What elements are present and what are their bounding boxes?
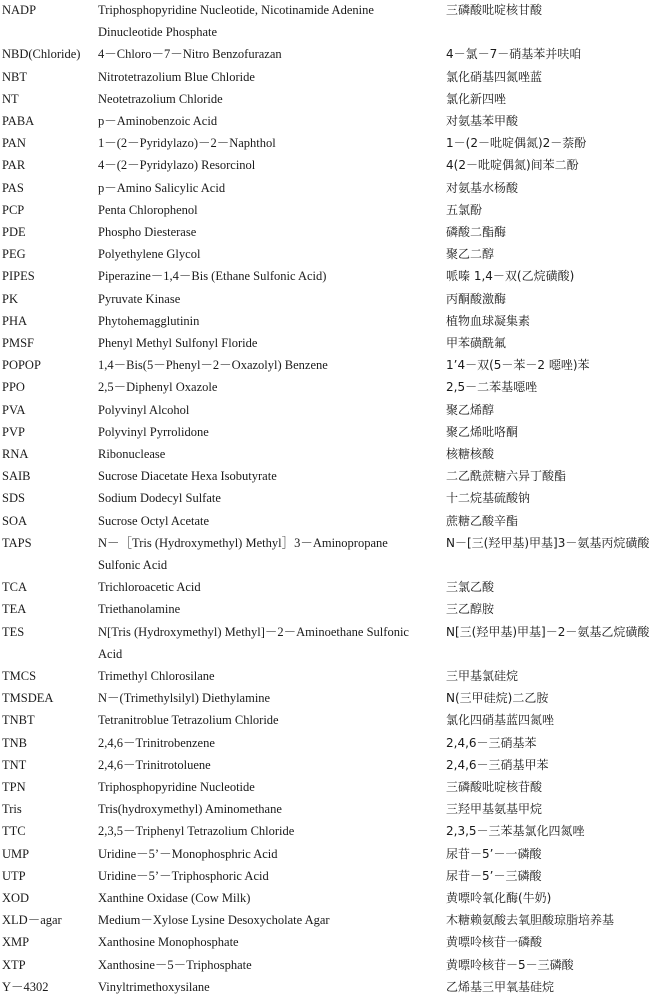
chinese-term: 三乙醇胺 [446, 602, 495, 617]
glossary-row [0, 865, 662, 887]
english-term: Trichloroacetic Acid [98, 580, 201, 595]
chinese-term: 植物血球凝集素 [446, 313, 531, 328]
chinese-term: 聚乙二醇 [446, 247, 495, 262]
chinese-term: N(三甲硅烷)二乙胺 [446, 691, 549, 706]
abbreviation: SDS [2, 491, 25, 506]
english-term: 2,4,6－Trinitrobenzene [98, 735, 215, 750]
glossary-row [0, 931, 662, 953]
english-term: Uridine－5’－Monophosphric Acid [98, 846, 278, 861]
abbreviation: TNT [2, 757, 27, 772]
abbreviation: PEG [2, 247, 26, 262]
glossary-row [0, 665, 662, 687]
abbreviation: XMP [2, 935, 30, 950]
abbreviation: TCA [2, 580, 27, 595]
english-term: Piperazine－1,4－Bis (Ethane Sulfonic Acid) [98, 269, 327, 284]
chinese-term: 丙酮酸激酶 [446, 291, 507, 306]
glossary-row [0, 288, 662, 310]
chinese-term: 十二烷基硫酸钠 [446, 491, 531, 506]
english-term: Sucrose Diacetate Hexa Isobutyrate [98, 469, 277, 484]
english-term: N－［Tris (Hydroxymethyl) Methyl］3－Aminopropane Sulfonic Acid [98, 535, 388, 572]
glossary-row [0, 332, 662, 354]
abbreviation: PVP [2, 424, 25, 439]
glossary-row [0, 243, 662, 265]
chinese-term: 1－(2－吡啶偶氮)2－萘酚 [446, 136, 587, 151]
chinese-term: 二乙酰蔗糖六异丁酸酯 [446, 469, 567, 484]
english-term: Xanthine Oxidase (Cow Milk) [98, 891, 251, 905]
english-term: Sodium Dodecyl Sulfate [98, 491, 221, 506]
chinese-term: 黄嘌呤核苷一磷酸 [446, 935, 543, 950]
english-term: 2,5－Diphenyl Oxazole [98, 380, 218, 395]
chinese-term: N－[三(羟甲基)甲基]3－氨基丙烷磺酸 [446, 535, 650, 550]
abbreviation: NBD(Chloride) [2, 47, 81, 62]
english-term: Tetranitroblue Tetrazolium Chloride [98, 713, 279, 728]
chinese-term: 黄嘌呤氧化酶(牛奶) [446, 891, 552, 905]
chinese-term: 木糖赖氨酸去氧胆酸琼脂培养基 [446, 913, 615, 928]
glossary-row [0, 177, 662, 199]
glossary-row [0, 399, 662, 421]
abbreviation: PCP [2, 202, 25, 217]
glossary-row [0, 976, 662, 998]
chinese-term: 2,5－二苯基噁唑 [446, 380, 538, 395]
abbreviation: NBT [2, 69, 27, 84]
english-term: Phospho Diesterase [98, 225, 197, 239]
english-term: Tris(hydroxymethyl) Aminomethane [98, 802, 282, 817]
glossary-row [0, 221, 662, 243]
glossary-row [0, 954, 662, 976]
glossary-row [0, 598, 662, 620]
english-term: Polyvinyl Alcohol [98, 402, 190, 417]
english-term: 2,3,5－Triphenyl Tetrazolium Chloride [98, 824, 295, 839]
abbreviation: PAN [2, 136, 26, 151]
chinese-term: 乙烯基三甲氧基硅烷 [446, 979, 555, 994]
glossary-row [0, 110, 662, 132]
glossary-row [0, 354, 662, 376]
english-term: Polyethylene Glycol [98, 247, 201, 262]
abbreviation: RNA [2, 447, 29, 461]
abbreviation: PPO [2, 380, 25, 395]
english-term: Polyvinyl Pyrrolidone [98, 424, 209, 439]
chinese-term: 对氨基水杨酸 [446, 180, 519, 195]
chinese-term: 氯化硝基四氮唑蓝 [446, 69, 543, 84]
glossary-row [0, 443, 662, 465]
chinese-term: 核糖核酸 [446, 447, 495, 461]
glossary-row [0, 576, 662, 598]
glossary-row [0, 732, 662, 754]
chinese-term: N[三(羟甲基)甲基]－2－氨基乙烷磺酸 [446, 624, 650, 639]
chinese-term: 聚乙烯醇 [446, 402, 495, 417]
english-term: Ribonuclease [98, 447, 166, 461]
abbreviation: TTC [2, 824, 26, 839]
glossary-row [0, 199, 662, 221]
glossary-row [0, 909, 662, 931]
abbreviation: NADP [2, 3, 37, 17]
abbreviation: UMP [2, 846, 30, 861]
english-term: Penta Chlorophenol [98, 202, 198, 217]
glossary-row [0, 843, 662, 865]
abbreviation: TNBT [2, 713, 35, 728]
english-term: Medium－Xylose Lysine Desoxycholate Agar [98, 913, 330, 928]
english-term: 4－(2－Pyridylazo) Resorcinol [98, 158, 256, 173]
chinese-term: 五氯酚 [446, 202, 483, 217]
english-term: Vinyltrimethoxysilane [98, 979, 210, 994]
glossary-row [0, 421, 662, 443]
chinese-term: 三氯乙酸 [446, 580, 495, 595]
abbreviation: TES [2, 624, 25, 639]
chinese-term: 对氨基苯甲酸 [446, 114, 519, 128]
abbreviation: XLD－agar [2, 913, 62, 928]
glossary-row [0, 310, 662, 332]
abbreviation: Tris [2, 802, 22, 817]
english-term: p－Aminobenzoic Acid [98, 114, 218, 128]
english-term: Phenyl Methyl Sulfonyl Floride [98, 336, 258, 350]
abbreviation: TAPS [2, 535, 32, 550]
abbreviation: SOA [2, 513, 28, 528]
abbreviation: PABA [2, 114, 35, 128]
english-term: Trimethyl Chlorosilane [98, 669, 215, 683]
glossary-row [0, 709, 662, 731]
glossary-row [0, 132, 662, 154]
glossary-row [0, 43, 662, 65]
abbreviation: TMSDEA [2, 691, 54, 706]
glossary-row [0, 88, 662, 110]
english-term: N[Tris (Hydroxymethyl) Methyl]－2－Aminoethane Sulfonic Acid [98, 624, 409, 661]
chinese-term: 聚乙烯吡咯酮 [446, 424, 519, 439]
abbreviation: TNB [2, 735, 27, 750]
glossary-row [0, 154, 662, 176]
english-term: 1,4－Bis(5－Phenyl－2－Oxazolyl) Benzene [98, 358, 328, 373]
english-term: Pyruvate Kinase [98, 291, 181, 306]
english-term: Triphosphopyridine Nucleotide, Nicotinamide Adenine Dinucleotide Phosphate [98, 3, 374, 40]
chinese-term: 4－氯－7－硝基苯并呋咱 [446, 47, 582, 62]
english-term: Sucrose Octyl Acetate [98, 513, 210, 528]
english-term: Phytohemagglutinin [98, 313, 200, 328]
english-term: 1－(2－Pyridylazo)－2－Naphthol [98, 136, 276, 151]
english-term: Triethanolamine [98, 602, 181, 617]
abbreviation: POPOP [2, 358, 41, 373]
english-term: Xanthosine Monophosphate [98, 935, 239, 950]
english-term: p－Amino Salicylic Acid [98, 180, 226, 195]
english-term: Triphosphopyridine Nucleotide [98, 780, 255, 794]
abbreviation: NT [2, 91, 19, 106]
abbreviation: XTP [2, 957, 26, 972]
glossary-row [0, 66, 662, 88]
glossary-row [0, 465, 662, 487]
chinese-term: 磷酸二酯酶 [446, 225, 507, 239]
abbreviation: PAS [2, 180, 24, 195]
chinese-term: 甲苯磺酰氟 [446, 336, 507, 350]
abbreviation: UTP [2, 868, 26, 883]
english-term: Uridine－5’－Triphosphoric Acid [98, 868, 269, 883]
glossary-row [0, 487, 662, 509]
abbreviation: TPN [2, 780, 26, 794]
glossary-row [0, 510, 662, 532]
chinese-term: 4(2－吡啶偶氮)间苯二酚 [446, 158, 579, 173]
abbreviation: XOD [2, 891, 30, 905]
abbreviation: PIPES [2, 269, 35, 284]
chinese-term: 2,4,6－三硝基苯 [446, 735, 537, 750]
glossary-row [0, 776, 662, 798]
chinese-term: 1’4－双(5－苯－2 噁唑)苯 [446, 358, 590, 373]
chinese-term: 三磷酸吡啶核甘酸 [446, 3, 543, 17]
english-term: 2,4,6－Trinitrotoluene [98, 757, 211, 772]
abbreviation: PHA [2, 313, 28, 328]
english-term: N－(Trimethylsilyl) Diethylamine [98, 691, 271, 706]
abbreviation: PAR [2, 158, 26, 173]
chinese-term: 三甲基氯硅烷 [446, 669, 519, 683]
chinese-term: 三羟甲基氨基甲烷 [446, 802, 543, 817]
abbreviation: TEA [2, 602, 27, 617]
abbreviation: SAIB [2, 469, 31, 484]
abbreviation: PDE [2, 225, 26, 239]
abbreviation: PK [2, 291, 18, 306]
english-term: Neotetrazolium Chloride [98, 91, 223, 106]
chinese-term: 2,4,6－三硝基甲苯 [446, 757, 549, 772]
glossary-row [0, 0, 662, 43]
chinese-term: 尿苷－5’－一磷酸 [446, 846, 542, 861]
glossary-row [0, 265, 662, 287]
english-term: 4－Chloro－7－Nitro Benzofurazan [98, 47, 282, 62]
chinese-term: 尿苷－5’－三磷酸 [446, 868, 542, 883]
chinese-term: 三磷酸吡啶核苷酸 [446, 780, 543, 794]
glossary-row [0, 376, 662, 398]
abbreviation: PMSF [2, 336, 34, 350]
chinese-term: 黄嘌呤核苷－5－三磷酸 [446, 957, 574, 972]
glossary-row [0, 532, 662, 576]
glossary-row [0, 687, 662, 709]
abbreviation: PVA [2, 402, 26, 417]
chinese-term: 2,3,5－三苯基氯化四氮唑 [446, 824, 585, 839]
english-term: Xanthosine－5－Triphosphate [98, 957, 252, 972]
chinese-term: 哌嗪 1,4－双(乙烷磺酸) [446, 269, 575, 284]
chinese-term: 氯化四硝基蓝四氮唑 [446, 713, 555, 728]
glossary-row [0, 754, 662, 776]
abbreviation: TMCS [2, 669, 37, 683]
chinese-term: 氯化新四唑 [446, 91, 507, 106]
english-term: Nitrotetrazolium Blue Chloride [98, 69, 255, 84]
glossary-row [0, 820, 662, 842]
glossary-row [0, 621, 662, 665]
glossary-row [0, 798, 662, 820]
abbreviation: Y－4302 [2, 979, 49, 994]
glossary-row [0, 887, 662, 909]
chinese-term: 蔗糖乙酸辛酯 [446, 513, 519, 528]
